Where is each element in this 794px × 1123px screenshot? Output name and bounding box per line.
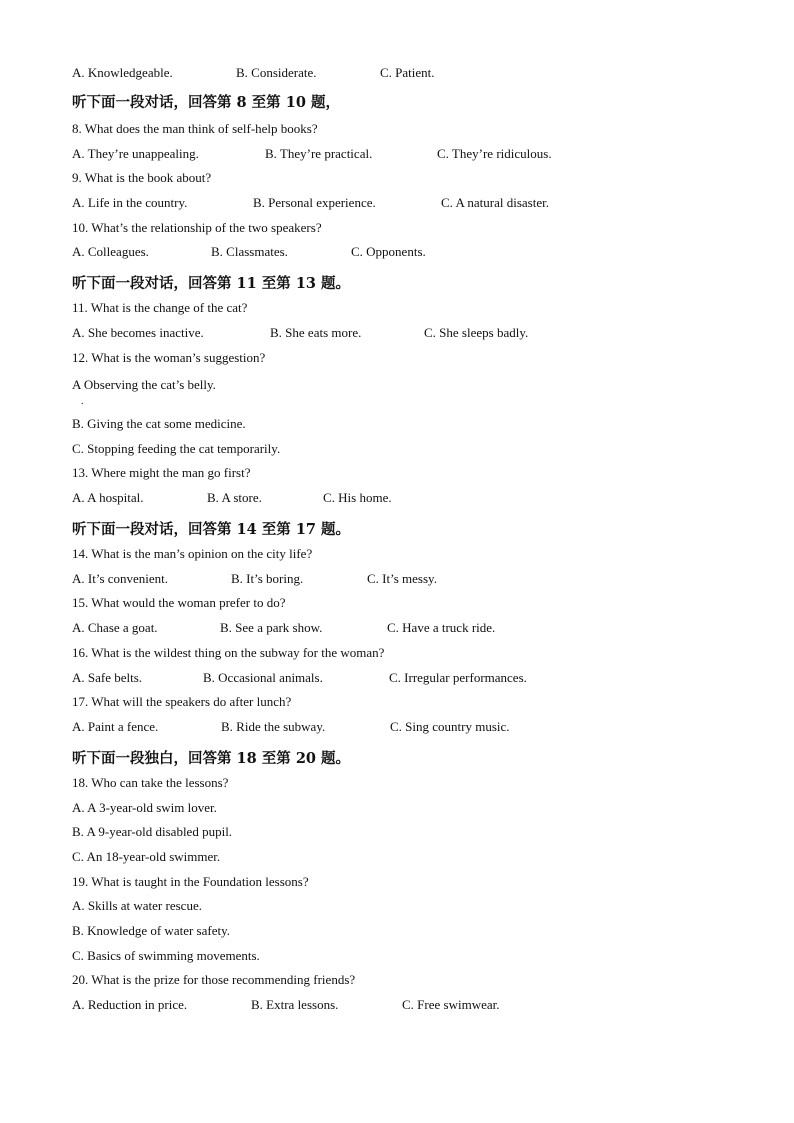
q16-option-a: A. Safe belts.	[72, 670, 143, 685]
q20-option-c: C. Free swimwear.	[402, 997, 500, 1012]
q11-option-b: B. She eats more.	[270, 325, 362, 340]
section-header: 听下面一段对话，回答第 8 至第 10 题，	[72, 94, 340, 111]
q18-option-b: B. A 9-year-old disabled pupil.	[72, 824, 233, 839]
q7-option-b: B. Considerate.	[236, 65, 317, 80]
question-14: 14. What is the man’s opinion on the city life?	[72, 546, 313, 561]
q17-option-c: C. Sing country music.	[390, 719, 510, 734]
question-19: 19. What is taught in the Foundation lessons?	[72, 874, 309, 889]
q13-option-c: C. His home.	[323, 490, 392, 505]
q9-option-a: A. Life in the country.	[72, 195, 188, 210]
q12-option-c: C. Stopping feeding the cat temporarily.	[72, 441, 281, 456]
q7-option-a: A. Knowledgeable.	[72, 65, 173, 80]
q15-option-b: B. See a park show.	[220, 620, 323, 635]
q12-option-a: A Observing the cat’s belly.	[72, 377, 216, 392]
q8-option-c: C. They’re ridiculous.	[437, 146, 552, 161]
question-16: 16. What is the wildest thing on the subway for the woman?	[72, 645, 385, 660]
q20-option-a: A. Reduction in price.	[72, 997, 188, 1012]
q8-option-b: B. They’re practical.	[265, 146, 373, 161]
q13-option-b: B. A store.	[207, 490, 262, 505]
q9-option-c: C. A natural disaster.	[441, 195, 549, 210]
q14-option-b: B. It’s boring.	[231, 571, 304, 586]
q18-option-c: C. An 18-year-old swimmer.	[72, 849, 221, 864]
q10-option-b: B. Classmates.	[211, 244, 288, 259]
q13-option-a: A. A hospital.	[72, 490, 144, 505]
question-8: 8. What does the man think of self-help books?	[72, 121, 318, 136]
question-15: 15. What would the woman prefer to do?	[72, 595, 286, 610]
section-header: 听下面一段独白，回答第 18 至第 20 题。	[72, 750, 351, 767]
question-18: 18. Who can take the lessons?	[72, 775, 229, 790]
q10-option-a: A. Colleagues.	[72, 244, 149, 259]
question-17: 17. What will the speakers do after lunch?	[72, 694, 292, 709]
q8-option-a: A. They’re unappealing.	[72, 146, 199, 161]
q15-option-a: A. Chase a goat.	[72, 620, 158, 635]
question-9: 9. What is the book about?	[72, 170, 212, 185]
q9-option-b: B. Personal experience.	[253, 195, 376, 210]
question-12: 12. What is the woman’s suggestion?	[72, 350, 266, 365]
q20-option-b: B. Extra lessons.	[251, 997, 339, 1012]
q18-option-a: A. A 3-year-old swim lover.	[72, 800, 217, 815]
question-20: 20. What is the prize for those recommending friends?	[72, 972, 356, 987]
q19-option-b: B. Knowledge of water safety.	[72, 923, 230, 938]
q19-option-a: A. Skills at water rescue.	[72, 898, 202, 913]
q14-option-a: A. It’s convenient.	[72, 571, 169, 586]
section-header: 听下面一段对话，回答第 11 至第 13 题。	[72, 275, 351, 292]
stray-mark: .	[81, 396, 84, 407]
q11-option-c: C. She sleeps badly.	[424, 325, 529, 340]
q7-option-c: C. Patient.	[380, 65, 435, 80]
q16-option-c: C. Irregular performances.	[389, 670, 527, 685]
question-13: 13. Where might the man go first?	[72, 465, 251, 480]
q14-option-c: C. It’s messy.	[367, 571, 437, 586]
question-11: 11. What is the change of the cat?	[72, 300, 248, 315]
q17-option-a: A. Paint a fence.	[72, 719, 159, 734]
q15-option-c: C. Have a truck ride.	[387, 620, 496, 635]
q10-option-c: C. Opponents.	[351, 244, 426, 259]
q19-option-c: C. Basics of swimming movements.	[72, 948, 260, 963]
q17-option-b: B. Ride the subway.	[221, 719, 326, 734]
q12-option-b: B. Giving the cat some medicine.	[72, 416, 246, 431]
section-header: 听下面一段对话，回答第 14 至第 17 题。	[72, 521, 351, 538]
question-10: 10. What’s the relationship of the two speakers?	[72, 220, 322, 235]
q16-option-b: B. Occasional animals.	[203, 670, 323, 685]
q11-option-a: A. She becomes inactive.	[72, 325, 204, 340]
